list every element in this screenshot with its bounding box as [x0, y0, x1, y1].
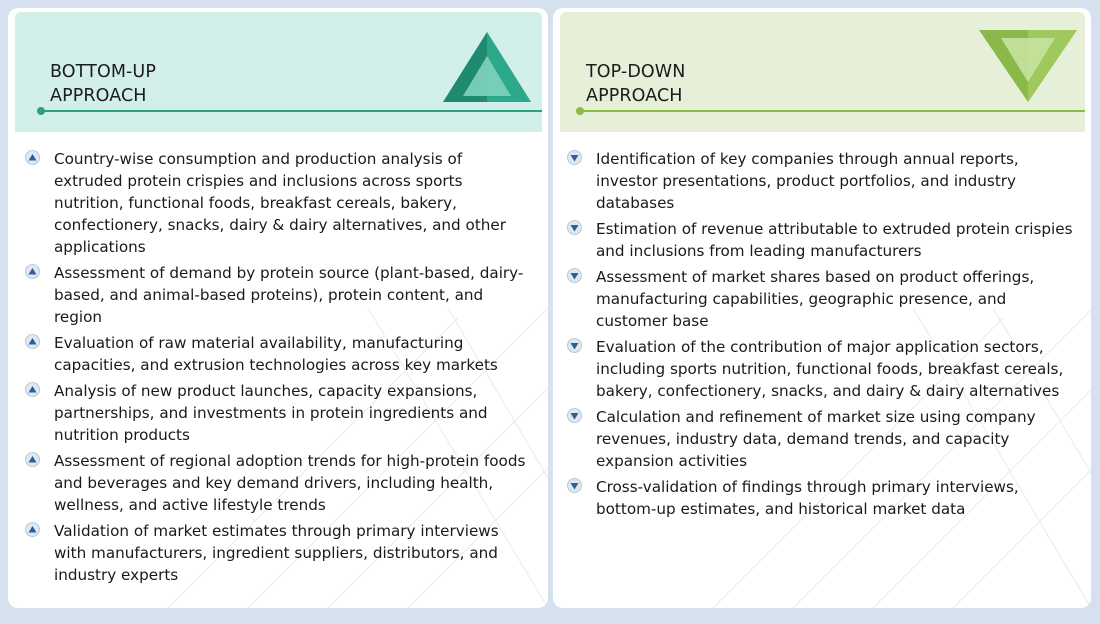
header-line-bar [582, 110, 1085, 112]
list-item-text: Cross-validation of findings through primary interviews, bottom-up estimates, and historical market data [596, 478, 1019, 518]
list-item-text: Assessment of market shares based on product offerings, manufacturing capabilities, geographic presence, and customer base [596, 268, 1035, 330]
bottom-up-panel [8, 8, 548, 608]
bottom-up-header-line [37, 107, 542, 115]
list-item-text: Country-wise consumption and production analysis of extruded protein crispies and inclusions across sports nutrition, functional foods, breakfast cereals, bakery, confectionery, snacks, dairy & dairy alternatives, and other applications [54, 150, 506, 256]
list-item [25, 450, 530, 516]
list-item [567, 476, 1077, 520]
up-triangle-bullet-icon [25, 150, 40, 165]
up-triangle-bullet-icon [25, 264, 40, 279]
list-item [25, 148, 530, 258]
list-item [567, 148, 1077, 214]
top-down-title: TOP-DOWN APPROACH [586, 62, 686, 106]
header-line-bar [43, 110, 542, 112]
upward-triangle-icon [430, 12, 540, 102]
list-item-text: Evaluation of the contribution of major application sectors, including sports nutrition, functional foods, breakfast cereals, bakery, confectionery, snacks, and dairy & dairy alternatives [596, 338, 1064, 400]
bottom-up-header [15, 12, 542, 132]
top-down-header [560, 12, 1085, 132]
downward-triangle-icon [971, 12, 1081, 102]
list-item [25, 380, 530, 446]
down-triangle-bullet-icon [567, 220, 582, 235]
up-triangle-bullet-icon [25, 452, 40, 467]
down-triangle-bullet-icon [567, 408, 582, 423]
list-item [567, 336, 1077, 402]
list-item-text: Assessment of regional adoption trends for high-protein foods and beverages and key demand drivers, including health, wellness, and active lifestyle trends [54, 452, 526, 514]
up-triangle-bullet-icon [25, 522, 40, 537]
down-triangle-bullet-icon [567, 478, 582, 493]
list-item-text: Calculation and refinement of market size using company revenues, industry data, demand trends, and capacity expansion activities [596, 408, 1036, 470]
top-down-list [567, 148, 1077, 524]
up-triangle-bullet-icon [25, 382, 40, 397]
list-item [25, 520, 530, 586]
top-down-header-line [576, 107, 1085, 115]
top-down-panel [553, 8, 1091, 608]
bottom-up-list [25, 148, 530, 590]
list-item [25, 262, 530, 328]
list-item [567, 406, 1077, 472]
list-item [25, 332, 530, 376]
list-item-text: Estimation of revenue attributable to extruded protein crispies and inclusions from leading manufacturers [596, 220, 1073, 260]
down-triangle-bullet-icon [567, 338, 582, 353]
list-item-text: Identification of key companies through annual reports, investor presentations, product portfolios, and industry databases [596, 150, 1019, 212]
list-item [567, 266, 1077, 332]
list-item-text: Assessment of demand by protein source (plant-based, dairy-based, and animal-based proteins), protein content, and region [54, 264, 524, 326]
down-triangle-bullet-icon [567, 268, 582, 283]
list-item-text: Validation of market estimates through primary interviews with manufacturers, ingredient suppliers, distributors, and industry experts [54, 522, 499, 584]
up-triangle-bullet-icon [25, 334, 40, 349]
bottom-up-title: BOTTOM-UP APPROACH [50, 62, 156, 106]
down-triangle-bullet-icon [567, 150, 582, 165]
list-item-text: Analysis of new product launches, capacity expansions, partnerships, and investments in protein ingredients and nutrition products [54, 382, 488, 444]
list-item-text: Evaluation of raw material availability, manufacturing capacities, and extrusion technologies across key markets [54, 334, 498, 374]
list-item [567, 218, 1077, 262]
